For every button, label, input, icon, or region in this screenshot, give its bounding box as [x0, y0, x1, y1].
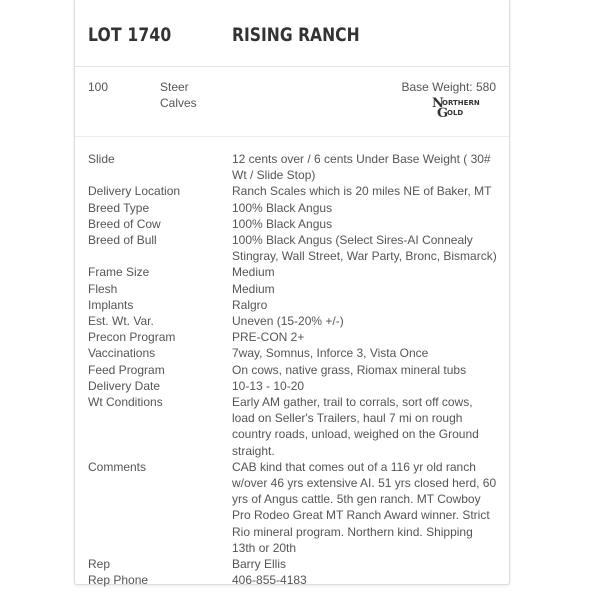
- head-count: 100: [88, 80, 109, 94]
- ranch-name: RISING RANCH: [232, 24, 360, 46]
- detail-value: Ranch Scales which is 20 miles NE of Baker, MT: [232, 184, 492, 199]
- detail-value: 10-13 - 10-20: [232, 378, 305, 393]
- detail-value: 100% Black Angus: [232, 216, 333, 231]
- northern-gold-logo: [431, 96, 497, 118]
- detail-row: [88, 281, 498, 297]
- detail-value: CAB kind that comes out of a 116 yr old ranch w/over 46 yrs extensive AI. 51 yrs closed herd, 60 yrs of Angus cattle. 5th gen ranch. MT Cowboy Pro Rodeo Great MT Ranch Award winner. Strict Rio mineral program. Northern kind. Shipping 13th or 20th: [232, 459, 497, 555]
- detail-value: Ralgro: [232, 297, 268, 312]
- detail-label: Slide: [88, 152, 115, 166]
- detail-label: Breed of Cow: [88, 216, 161, 231]
- detail-value: 100% Black Angus: [232, 200, 333, 215]
- detail-row: [88, 183, 498, 199]
- detail-row: [88, 459, 498, 556]
- detail-label: Vaccinations: [88, 346, 156, 361]
- cattle-description: Steer Calves: [160, 80, 197, 110]
- lot-summary: [75, 66, 509, 137]
- detail-label: Frame Size: [88, 265, 150, 280]
- detail-label: Delivery Date: [88, 378, 161, 393]
- detail-label: Precon Program: [88, 330, 176, 345]
- lot-number: LOT 1740: [88, 24, 172, 46]
- detail-value: Barry Ellis: [232, 557, 287, 572]
- detail-label: Rep: [88, 557, 111, 572]
- detail-row: [88, 556, 498, 572]
- detail-value: 7way, Somnus, Inforce 3, Vista Once: [232, 346, 429, 361]
- base-weight: Base Weight: 580: [401, 80, 496, 94]
- detail-label: Comments: [88, 459, 147, 474]
- detail-row: [88, 297, 498, 313]
- lot-header: [75, 0, 509, 67]
- detail-label: Flesh: [88, 281, 118, 296]
- detail-label: Delivery Location: [88, 184, 181, 199]
- detail-value: PRE-CON 2+: [232, 330, 305, 345]
- detail-row: [88, 151, 498, 183]
- detail-label: Rep Phone: [88, 573, 149, 588]
- lot-details: [88, 151, 498, 588]
- detail-value: 100% Black Angus (Select Sires-AI Connealy Stingray, Wall Street, War Party, Bronc, Bismarck): [232, 233, 497, 264]
- detail-row: [88, 200, 498, 216]
- detail-row: [88, 264, 498, 280]
- detail-row: [88, 232, 498, 264]
- detail-row: [88, 216, 498, 232]
- detail-row: [88, 378, 498, 394]
- svg-text:ORTHERN: ORTHERN: [442, 99, 480, 107]
- svg-text:OLD: OLD: [447, 109, 464, 117]
- svg-text:N: N: [432, 96, 444, 111]
- detail-row: [88, 329, 498, 345]
- detail-row: [88, 394, 498, 459]
- detail-label: Feed Program: [88, 362, 165, 377]
- detail-label: Est. Wt. Var.: [88, 314, 154, 329]
- detail-label: Wt Conditions: [88, 395, 163, 410]
- detail-value: 406-855-4183: [232, 573, 307, 588]
- detail-row: [88, 313, 498, 329]
- detail-value: Medium: [232, 281, 275, 296]
- detail-row: [88, 362, 498, 378]
- detail-label: Implants: [88, 297, 134, 312]
- detail-value: Medium: [232, 265, 275, 280]
- detail-value: Uneven (15-20% +/-): [232, 314, 344, 329]
- detail-label: Breed of Bull: [88, 233, 157, 248]
- lot-card: [74, 0, 510, 588]
- detail-value: Early AM gather, trail to corrals, sort off cows, load on Seller's Trailers, haul 7 mi on rough country roads, unload, weighed on the Ground straight.: [232, 395, 479, 458]
- detail-row: [88, 572, 498, 588]
- detail-value: On cows, native grass, Riomax mineral tubs: [232, 362, 467, 377]
- detail-row: [88, 345, 498, 361]
- svg-text:G: G: [437, 106, 449, 118]
- detail-value: 12 cents over / 6 cents Under Base Weight ( 30# Wt / Slide Stop): [232, 152, 491, 183]
- detail-label: Breed Type: [88, 200, 150, 215]
